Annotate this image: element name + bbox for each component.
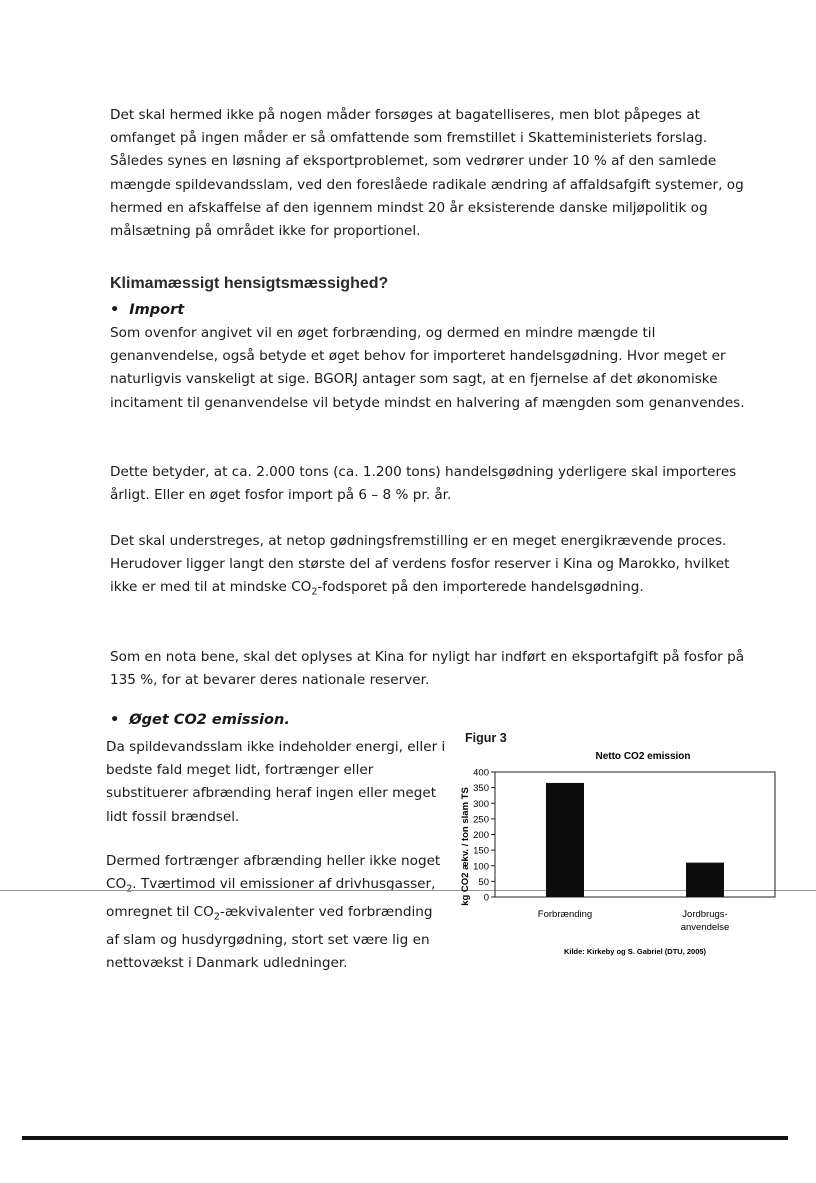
bullet-co2-label: Øget CO2 emission. bbox=[129, 712, 290, 728]
y-tick-label: 400 bbox=[473, 767, 489, 779]
energy-content-paragraph: Da spildevandsslam ikke indeholder energi, eller i bedste fald meget lidt, fortrænger eller substituerer afbrænding heraf ingen eller meget lidt fossil brændsel. bbox=[106, 739, 446, 825]
bullet-import bbox=[110, 302, 184, 318]
bullet-dot-icon: • bbox=[110, 712, 120, 728]
y-tick-label: 300 bbox=[473, 798, 489, 810]
chart-source: Kilde: Kirkeby og S. Gabriel (DTU, 2005) bbox=[563, 947, 707, 956]
bar bbox=[686, 863, 724, 897]
footer-rule bbox=[22, 1136, 788, 1140]
bullet-import-label: Import bbox=[129, 302, 185, 318]
figure-label: Figur 3 bbox=[465, 731, 507, 745]
y-tick-label: 0 bbox=[483, 892, 489, 904]
x-tick-label: Jordbrugs-anvendelse bbox=[680, 909, 730, 933]
y-tick-label: 50 bbox=[478, 876, 489, 888]
y-tick-label: 350 bbox=[473, 783, 489, 795]
co2-bar-chart bbox=[455, 725, 785, 965]
y-tick-label: 200 bbox=[473, 830, 489, 841]
chart-title: Netto CO2 emission bbox=[595, 751, 691, 762]
figure-3 bbox=[455, 725, 785, 965]
y-tick-label: 100 bbox=[473, 861, 489, 873]
y-axis-label: kg CO2 ækv. / ton slam TS bbox=[460, 787, 471, 906]
plot-frame bbox=[495, 772, 775, 897]
y-tick-label: 150 bbox=[473, 845, 489, 857]
emission-paragraph: Dermed fortrænger afbrænding heller ikke noget $CO_2$. Tværtimod vil emissioner af drivhusgasser, omregnet til $CO_2$-ækvivalenter ved forbrænding af slam og husdyrgødning, stort set være lig en nettovækst i Danmark udledninger. bbox=[106, 853, 441, 972]
y-tick-label: 250 bbox=[473, 814, 489, 826]
bar bbox=[546, 783, 584, 897]
nota-bene-paragraph: Som en nota bene, skal det oplyses at Kina for nyligt har indført en eksportafgift på fosfor på 135 %, for at bevarer deres nationale reserver. bbox=[110, 649, 745, 689]
bullet-co2 bbox=[110, 712, 290, 728]
import-paragraph: Som ovenfor angivet vil en øget forbrænding, og dermed en mindre mængde til genanvendelse, også betyde et øget behov for importeret handelsgødning. Hvor meget er naturligvis vanskeligt at sige. BGORJ antager som sagt, at en fjernelse af det økonomiske incitament til genanvendelse vil betyde mindst en halvering af mængden som genanvendes. bbox=[110, 325, 745, 411]
energy-paragraph: Det skal understreges, at netop gødningsfremstilling er en meget energikrævende proces. Herudover ligger langt den største del af verdens fosfor reserver i Kina og Marokko, hvilket ikke er med til at mindske $CO_2$-fodsporet på den importerede handelsgødning. bbox=[110, 533, 730, 599]
x-tick-label: Forbrænding bbox=[537, 909, 593, 920]
tonnage-paragraph: Dette betyder, at ca. 2.000 tons (ca. 1.200 tons) handelsgødning yderligere skal importeres årligt. Eller en øget fosfor import på 6 – 8 % pr. år. bbox=[110, 464, 737, 504]
bullet-dot-icon: • bbox=[110, 302, 120, 318]
section-heading: Klimamæssigt hensigtsmæssighed? bbox=[110, 275, 389, 292]
intro-paragraph: Det skal hermed ikke på nogen måder forsøges at bagatelliseres, men blot påpeges at omfanget på ingen måder er så omfattende som fremstillet i Skatteministeriets forslag. Således synes en løsning af eksportproblemet, som vedrører under 10 % af den samlede mængde spildevandsslam, ved den foreslåede radikale ændring af affaldsafgift systemer, og hermed en afskaffelse af den igennem mindst 20 år eksisterende danske miljøpolitik og målsætning på området ikke for proportionel. bbox=[110, 107, 744, 240]
